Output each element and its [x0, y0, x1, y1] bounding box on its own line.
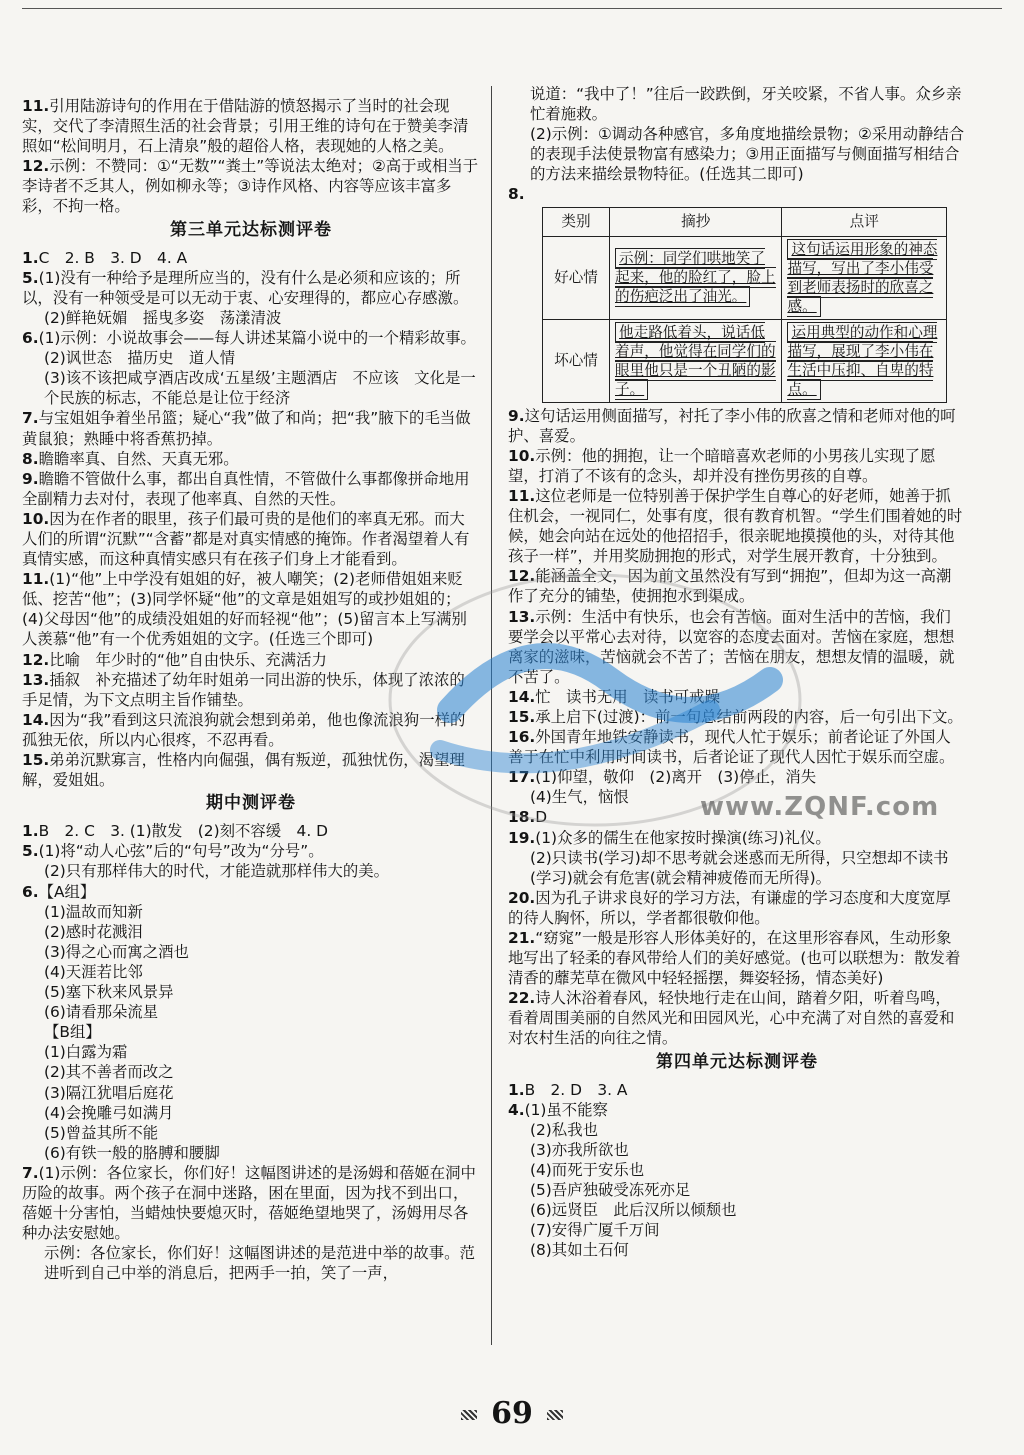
answer-item [508, 1100, 966, 1120]
answer-number: 9. [22, 469, 39, 488]
answer-item [22, 882, 480, 902]
answer-item [508, 566, 966, 606]
answer-subline: (2)讽世态 描历史 道人情 [44, 349, 236, 368]
answer-text: B 2. C 3. (1)散发 (2)刻不容缓 4. D [38, 822, 328, 841]
answer-number: 22. [508, 989, 536, 1008]
answer-number: 11. [508, 486, 536, 505]
answer-text: (1)将“动人心弦”后的“句号”改为“分号”。 [38, 842, 324, 861]
answer-text: 因为在作者的眼里，孩子们最可贵的是他们的率真无邪。而大人们的所谓“沉默”“含蓄”都是对真实情感的掩饰。作者渴望着人有真情实感，而这种真情实感只有在孩子们身上才能看到。 [22, 509, 470, 569]
answer-number: 5. [22, 268, 39, 287]
answer-number: 6. [22, 329, 39, 348]
answer-item [22, 96, 480, 156]
answer-subline: (2)其不善者而改之 [44, 1063, 174, 1082]
answer-text: 示例：他的拥抱，让一个暗暗喜欢老师的小男孩儿实现了愿望，打消了不该有的念头，却并没有挫伤男孩的自尊。 [508, 446, 936, 485]
table-cell-excerpt [610, 319, 782, 402]
excerpt-text: 他走路低着头，说话低着声，他觉得在同学们的眼里他只是一个丑陋的影子。 [615, 323, 776, 398]
answer-text: 瞻瞻率真、自然、天真无邪。 [38, 449, 239, 468]
table-cell-comment [782, 319, 947, 402]
answer-item [508, 988, 966, 1048]
answer-item [22, 469, 480, 509]
answer-number: 5. [22, 842, 39, 861]
answer-number: 21. [508, 929, 536, 947]
right-column-body [508, 406, 966, 1261]
answer-text: 诗人沐浴着春风，轻快地行走在山间，踏着夕阳，听着鸟鸣，看着周围美丽的自然风光和田园风光，心中充满了对自然的喜爱和对农村生活的向往之情。 [508, 989, 955, 1048]
answer-item [508, 1080, 966, 1100]
answer-number: 19. [508, 828, 536, 847]
answer-number: 12. [22, 157, 50, 176]
answer-subline: (3)亦我所欲也 [530, 1140, 629, 1159]
answer-subline: 示例：各位家长，你们好！这幅图讲述的是范进中举的故事。范进听到自己中举的消息后，把两手一拍，笑了一声， [44, 1244, 475, 1283]
table-header-comment: 点评 [782, 207, 947, 236]
answer-subline: (1)白露为霜 [44, 1043, 128, 1062]
answer-subline: (4)会挽雕弓如满月 [44, 1103, 174, 1122]
answer-text: “窈窕”一般是形容人形体美好的，在这里形容春风，生动形象地写出了轻柔的春风带给人们的美好感觉。(也可以联想为：散发着清香的蘼芜草在微风中轻轻摇摆，舞姿轻扬，情态美好) [508, 929, 961, 988]
answer-text: 引用陆游诗句的作用在于借陆游的愤怒揭示了当时的社会现实，交代了李清照生活的社会背景；引用王维的诗句在于赞美李清照如“松间明月，石上清泉”般的超俗人格，表现她的人格之美。 [22, 97, 469, 156]
table-cell-category: 好心情 [543, 236, 610, 319]
answer-item [508, 707, 966, 727]
answer-number: 18. [508, 808, 536, 827]
answer-subline: 说道：“我中了！”往后一跤跌倒，牙关咬紧，不省人事。众乡亲忙着施救。 [530, 85, 962, 124]
answer-number: 15. [22, 751, 50, 769]
answer-text: 插叙 补充描述了幼年时姐弟一同出游的快乐，体现了浓浓的手足情，为下文点明主旨作铺垫。 [22, 670, 465, 709]
answer-item [22, 821, 480, 841]
table-header-excerpt: 摘抄 [610, 207, 782, 236]
answer-subline: (4)生气，恼恨 [530, 788, 629, 807]
answer-subline: (2)私我也 [530, 1120, 598, 1139]
ornament-icon [461, 1410, 477, 1420]
answer-number: 6. [22, 882, 39, 901]
answer-item [508, 928, 966, 988]
answer-number: 10. [508, 446, 536, 465]
answer-text: C 2. B 3. D 4. A [38, 248, 188, 267]
answer-subline: (4)而死于安乐也 [530, 1161, 645, 1180]
answer-item [22, 650, 480, 670]
page-number-footer [0, 1396, 1024, 1431]
answer-subline: (8)其如土石何 [530, 1241, 629, 1260]
answer-subline: (2)示例：①调动各种感官，多角度地描绘景物；②采用动静结合的表现手法使景物富有感染力；③用正面描写与侧面描写相结合的方法来描绘景物特征。(任选其二即可) [530, 125, 965, 184]
answer-text: 示例：生活中有快乐，也会有苦恼。面对生活中的苦恼，我们要学会以平常心去对待，以宽容的态度去面对。苦恼在家庭，想想离家的滋味，苦恼就会不苦了；苦恼在朋友，想想友情的温暖，就不苦了。 [508, 607, 955, 686]
answer-number: 15. [508, 707, 536, 726]
answer-item [508, 446, 966, 486]
answer-text: 瞻瞻不管做什么事，都出自真性情，不管做什么事都像拼命地用全副精力去对付，表现了他率真、自然的天性。 [22, 469, 470, 508]
answer-number: 8. [508, 185, 525, 204]
answer-item [22, 670, 480, 710]
answer-text: 弟弟沉默寡言，性格内向倔强，偶有叛逆，孤独忧伤，渴望理解，爱姐姐。 [22, 751, 465, 790]
answer-number: 7. [22, 409, 39, 428]
answer-number: 10. [22, 509, 50, 528]
comment-text: 运用典型的动作和心理描写，展现了李小伟在生活中压抑、自卑的特点。 [787, 323, 938, 398]
answer-text: 示例：不赞同：①“无数”“粪土”等说法太绝对；②高于或相当于李诗者不乏其人，例如柳永等；③诗作风格、内容等应该丰富多彩，不拘一格。 [22, 157, 479, 216]
answer-number: 13. [22, 670, 50, 689]
answer-number: 7. [22, 1163, 39, 1182]
answer-text: (1)虽不能察 [524, 1100, 608, 1119]
answer-number: 14. [22, 710, 50, 729]
comment-text: 这句话运用形象的神态描写，写出了李小伟受到老师表扬时的欣喜之感。 [787, 240, 938, 315]
excerpt-text: 示例：同学们哄地笑了起来，他的脸红了，脸上的伤疤泛出了油光。 [615, 250, 776, 306]
answer-number: 1. [22, 248, 39, 267]
answer-text: (1)没有一种给予是理所应当的，没有什么是必须和应该的；所以，没有一种领受是可以无动于衷、心安理得的，都应心存感激。 [22, 268, 469, 307]
answer-number: 13. [508, 607, 536, 626]
table-row [543, 236, 947, 319]
answer-text: (1)众多的儒生在他家按时操演(练习)礼仪。 [535, 828, 831, 847]
answer-number: 17. [508, 768, 536, 787]
answer-item [22, 841, 480, 861]
answer-number: 16. [508, 728, 536, 747]
answer-item [22, 569, 480, 649]
answer-item [508, 687, 966, 707]
answer-number: 1. [22, 822, 39, 841]
answer-subline: (7)安得广厦千万间 [530, 1221, 660, 1240]
section-heading: 第三单元达标测评卷 [170, 219, 332, 240]
answer-number: 9. [508, 406, 525, 425]
left-column [22, 96, 480, 1283]
answer-item [22, 509, 480, 569]
answer-item [22, 449, 480, 469]
answer-text: (1)示例：小说故事会——每人讲述某篇小说中的一个精彩故事。 [38, 329, 476, 348]
answer-number: 12. [508, 567, 536, 586]
answer-number: 12. [22, 650, 50, 669]
answer-text: 这位老师是一位特别善于保护学生自尊心的好老师，她善于抓住机会，一视同仁，处事有度，很有教育机智。“学生们围着她的时候，她会向站在远处的他招招手，很亲昵地摸摸他的头，对待其他孩子一样”，并用奖励拥抱的形式，对学生展开教育，十分独到。 [508, 486, 963, 566]
answer-text: 承上启下(过渡)：前一句总结前两段的内容，后一句引出下文。 [535, 707, 963, 726]
answer-number: 11. [22, 570, 50, 589]
answer-subline: (3)得之心而寓之酒也 [44, 942, 189, 961]
answer-item [22, 750, 480, 790]
section-heading: 第四单元达标测评卷 [656, 1051, 818, 1072]
answer-table [542, 207, 947, 403]
answer-text: D [535, 808, 548, 827]
answer-subline: (3)隔江犹唱后庭花 [44, 1083, 174, 1102]
answer-subline: (5)吾庐独破受冻死亦足 [530, 1181, 691, 1200]
column-divider [491, 86, 492, 1345]
answer-text: (1)“他”上中学没有姐姐的好，被人嘲笑；(2)老师借姐姐来贬低、挖苦“他”；(3)同学怀疑“他”的文章是姐姐写的或抄姐姐的；(4)父母因“他”的成绩没姐姐的好而轻视“他”；(5)留言本上写满别人羡慕“他”有一个优秀姐姐的文字。(任选三个即可) [22, 570, 467, 649]
answer-number: 8. [22, 449, 39, 468]
answer-item [22, 156, 480, 216]
answer-item [22, 268, 480, 308]
answer-subline: (1)温故而知新 [44, 902, 143, 921]
answer-text: 能涵盖全文，因为前文虽然没有写到“拥抱”，但却为这一高潮作了充分的铺垫，使拥抱水到渠成。 [508, 567, 952, 606]
answer-text: 这句话运用侧面描写，衬托了李小伟的欣喜之情和老师对他的呵护、喜爱。 [508, 406, 956, 445]
answer-subline: (5)塞下秋来风景异 [44, 983, 174, 1002]
answer-item [508, 767, 966, 787]
answer-text: B 2. D 3. A [524, 1080, 628, 1099]
answer-text: 忙 读书无用 读书可戒躁 [535, 687, 720, 706]
answer-text: (1)仰望，敬仰 (2)离开 (3)停止，消失 [535, 768, 817, 787]
answer-number: 14. [508, 687, 536, 706]
answer-subline: (6)请看那朵流星 [44, 1003, 159, 1022]
table-cell-category: 坏心情 [543, 319, 610, 402]
ornament-icon [547, 1410, 563, 1420]
answer-number: 1. [508, 1080, 525, 1099]
answer-subline: (2)感时花溅泪 [44, 922, 143, 941]
answer-item [22, 1163, 480, 1243]
section-heading: 期中测评卷 [206, 793, 296, 814]
answer-subline: (5)曾益其所不能 [44, 1123, 159, 1142]
answer-subline: (6)有铁一般的胳膊和腰脚 [44, 1143, 220, 1162]
answer-subline: (2)只有那样伟大的时代，才能造就那样伟大的美。 [44, 862, 390, 881]
answer-item [22, 328, 480, 348]
answer-item [508, 486, 966, 566]
answer-item [22, 248, 480, 268]
right-column-top [508, 84, 966, 205]
answer-text: 外国青年地铁安静读书，现代人忙于娱乐；前者论证了外国人善于在忙中利用时间读书，后者论证了现代人因忙于娱乐而空虚。 [508, 728, 955, 767]
answer-text: 【A组】 [38, 882, 96, 901]
table-header-category: 类别 [543, 207, 610, 236]
answer-item [508, 406, 966, 446]
right-column [508, 84, 966, 1261]
answer-text: 因为“我”看到这只流浪狗就会想到弟弟，他也像流浪狗一样的孤独无依，所以内心很疼，不忍再看。 [22, 710, 466, 749]
answer-number: 4. [508, 1100, 525, 1119]
answer-text: 因为孔子讲求良好的学习方法，有谦虚的学习态度和大度宽厚的待人胸怀，所以，学者都很敬仰他。 [508, 888, 951, 927]
answer-subline: (3)该不该把咸亨酒店改成‘五星级’主题酒店 不应该 文化是一个民族的标志，不能总是让位于经济 [44, 369, 476, 408]
answer-item [508, 828, 966, 848]
answer-subline: 【B组】 [44, 1023, 101, 1042]
answer-item [22, 408, 480, 448]
answer-number: 20. [508, 888, 536, 907]
watermark-text: www.ZQNF.com [700, 792, 940, 822]
table-cell-comment [782, 236, 947, 319]
top-rule [22, 8, 1002, 9]
table-header-row [543, 207, 947, 236]
answer-item [508, 727, 966, 767]
page-number: 69 [491, 1396, 533, 1431]
answer-item [508, 888, 966, 928]
answer-subline: (2)只读书(学习)却不思考就会迷惑而无所得，只空想却不读书(学习)就会有危害(就会精神疲倦而无所得)。 [530, 848, 949, 887]
answer-subline: (2)鲜艳妩媚 摇曳多姿 荡漾清波 [44, 308, 282, 327]
answer-text: (1)示例：各位家长，你们好！这幅图讲述的是汤姆和蓓姬在洞中历险的故事。两个孩子在洞中迷路，困在里面，因为找不到出口，蓓姬十分害怕，当蜡烛快要熄灭时，蓓姬绝望地哭了，汤姆用尽各种办法安慰她。 [22, 1163, 476, 1243]
table-cell-excerpt [610, 236, 782, 319]
answer-item [508, 607, 966, 687]
answer-subline: (4)天涯若比邻 [44, 962, 143, 981]
answer-text: 比喻 年少时的“他”自由快乐、充满活力 [49, 650, 327, 669]
answer-text: 与宝姐姐争着坐吊篮；疑心“我”做了和尚；把“我”腋下的毛当做黄鼠狼；熟睡中将香蕉扔掉。 [22, 409, 471, 448]
answer-subline: (6)远贤臣 此后汉所以倾颓也 [530, 1201, 737, 1220]
answer-item [508, 184, 966, 204]
table-row [543, 319, 947, 402]
answer-item [22, 710, 480, 750]
answer-number: 11. [22, 97, 50, 115]
